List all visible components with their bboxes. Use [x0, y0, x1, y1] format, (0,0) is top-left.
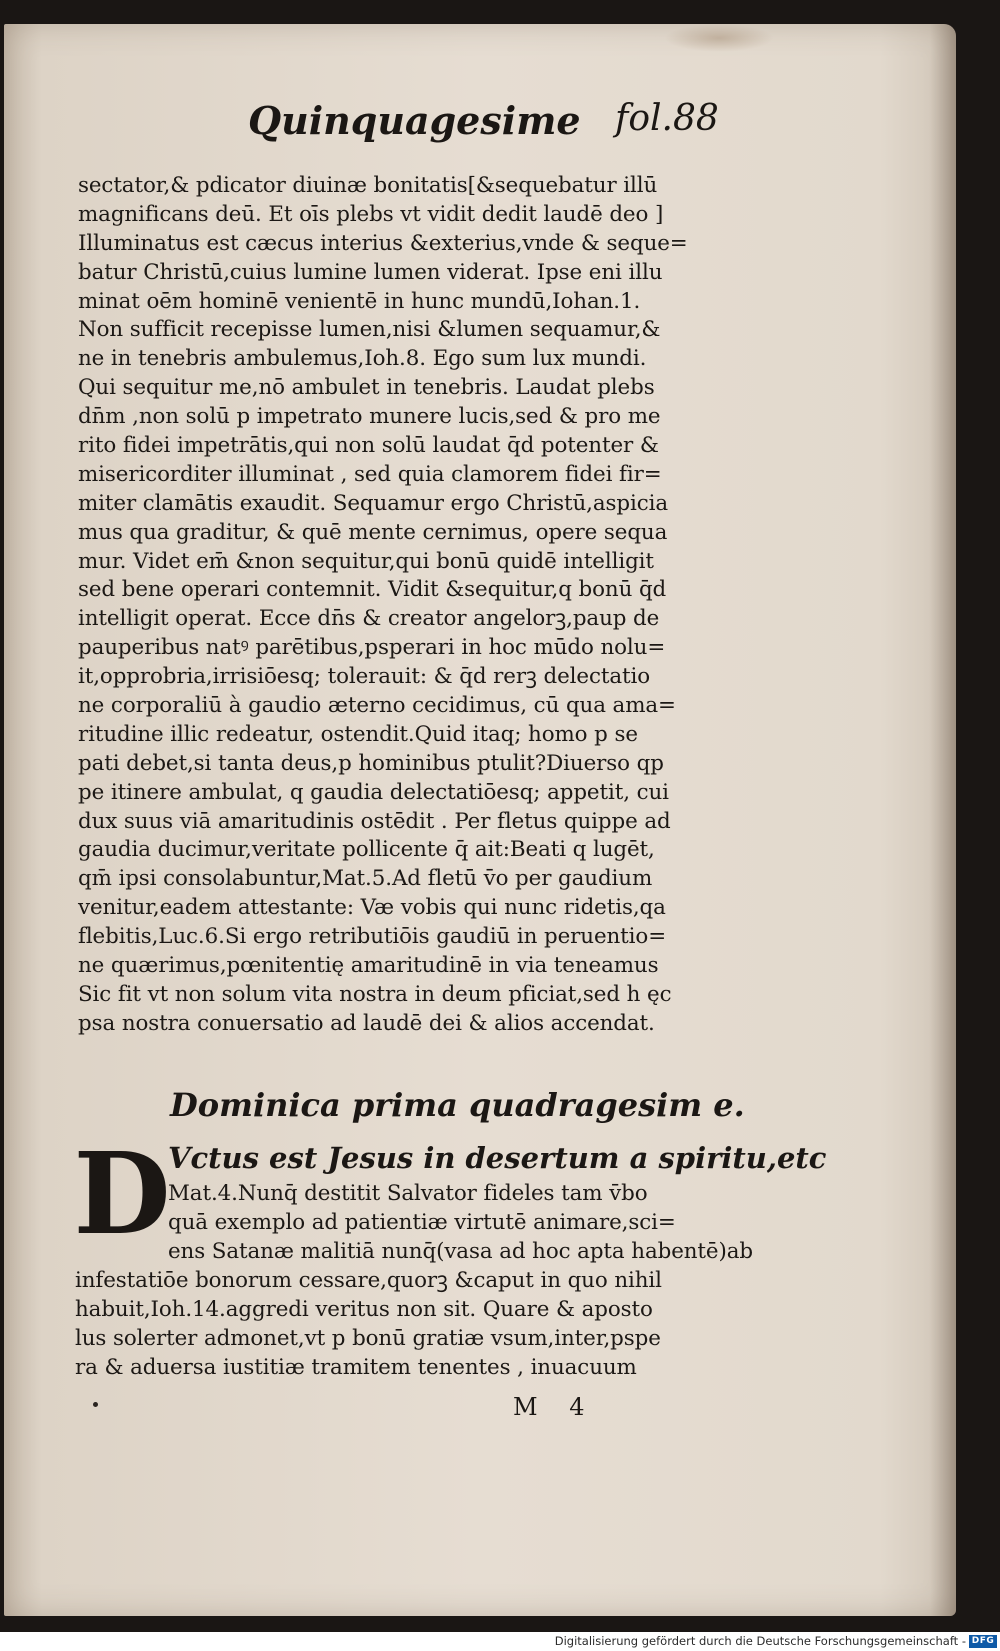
text-line: batur Christū,cuius lumine lumen viderat. Ipse eni illu: [78, 259, 663, 285]
text-line: mur. Videt em̄ &non sequitur,qui bonū quidē intelligit: [78, 548, 654, 574]
text-line: ritudine illic redeatur, ostendit.Quid itaq; homo p se: [78, 721, 638, 747]
indented-text-block: [168, 1180, 753, 1267]
text-line: it,opprobria,irrisiōesq; tolerauit: & q̄d rerꝫ delectatio: [78, 664, 651, 690]
section-heading: Dominica prima quadragesim e.: [170, 1086, 745, 1124]
text-line: ra & aduersa iustitiæ tramitem tenentes , inuacuum: [75, 1354, 637, 1380]
running-title: Quinquagesime: [248, 98, 581, 143]
text-line: pe itinere ambulat, q gaudia delectatiōesq; appetit, cui: [78, 779, 669, 805]
text-line: magnificans deū. Et oīs plebs vt vidit dedit laudē deo ]: [78, 201, 664, 227]
signature-mark: M 4: [513, 1393, 597, 1421]
text-line: lus solerter admonet,vt p bonū gratiæ vsum,inter,pspe: [75, 1325, 661, 1351]
text-line: Non sufficit recepisse lumen,nisi &lumen sequamur,&: [78, 317, 661, 343]
folio-number: fol.88: [615, 98, 719, 139]
text-line: Illuminatus est cæcus interius &exterius,vnde & seque=: [78, 230, 688, 256]
page-edge-shadow: [930, 24, 956, 1616]
text-line: ne in tenebris ambulemus,Ioh.8. Ego sum lux mundi.: [78, 346, 647, 372]
text-line: pauperibus natꝰ parētibus,psperari in hoc mūdo nolu=: [78, 635, 666, 661]
text-line: sed bene operari contemnit. Vidit &sequitur,q bonū q̄d: [78, 577, 667, 603]
running-head: [80, 98, 780, 148]
text-line: flebitis,Luc.6.Si ergo retributiōis gaudiū in peruentio=: [78, 924, 667, 950]
digitization-footer: [0, 1632, 1000, 1651]
text-line: ens Satanæ malitiā nunq̄(vasa ad hoc apta habentē)ab: [168, 1238, 753, 1264]
decorated-initial: D: [73, 1129, 171, 1260]
text-line: ne quærimus,pœnitentię amaritudinē in via teneamus: [78, 953, 659, 979]
text-line: venitur,eadem attestante: Væ vobis qui nunc ridetis,qa: [78, 895, 666, 921]
section-incipit-line: Vctus est Jesus in desertum a spiritu,etc: [168, 1141, 827, 1175]
text-line: dux suus viā amaritudinis ostēdit . Per fletus quippe ad: [78, 808, 671, 834]
text-line: misericorditer illuminat , sed quia clamorem fidei fir=: [78, 461, 662, 487]
ink-dot: [93, 1402, 98, 1407]
paper-stain: [664, 24, 774, 52]
text-line: mus qua graditur, & quē mente cernimus, opere sequa: [78, 519, 668, 545]
continued-text-block: [75, 1267, 765, 1383]
text-line: sectator,& pdicator diuinæ bonitatis[&sequebatur illū: [78, 173, 658, 198]
text-line: miter clamātis exaudit. Sequamur ergo Christū,aspicia: [78, 490, 668, 516]
text-line: minat oēm hominē venientē in hunc mundū,Iohan.1.: [78, 288, 641, 314]
text-line: ne corporaliū à gaudio æterno cecidimus, cū qua ama=: [78, 693, 676, 719]
text-line: infestatiōe bonorum cessare,quorꝫ &caput in quo nihil: [75, 1268, 662, 1293]
text-line: gaudia ducimur,veritate pollicente q̄ ait:Beati q lugēt,: [78, 837, 655, 863]
text-line: Qui sequitur me,nō ambulet in tenebris. Laudat plebs: [78, 375, 655, 401]
text-line: rito fidei impetrātis,qui non solū laudat q̄d potenter &: [78, 433, 659, 459]
text-line: quā exemplo ad patientiæ virtutē animare,sci=: [168, 1209, 676, 1235]
text-line: Mat.4.Nunq̄ destitit Salvator fideles tam v̄bo: [168, 1181, 648, 1206]
text-line: Sic fit vt non solum vita nostra in deum pficiat,sed h ęc: [78, 981, 672, 1007]
text-line: pati debet,si tanta deus,p hominibus ptulit?Diuerso qp: [78, 750, 664, 776]
main-text-block: [78, 172, 768, 1039]
dfg-logo: DFG: [969, 1635, 997, 1648]
text-line: psa nostra conuersatio ad laudē dei & alios accendat.: [78, 1010, 655, 1036]
funding-credit: Digitalisierung gefördert durch die Deutsche Forschungsgemeinschaft -: [554, 1634, 966, 1648]
text-line: intelligit operat. Ecce dn̄s & creator angelorꝫ,paup de: [78, 606, 660, 632]
text-line: dn̄m ,non solū p impetrato munere lucis,sed & pro me: [78, 404, 661, 430]
text-line: habuit,Ioh.14.aggredi veritus non sit. Quare & aposto: [75, 1296, 653, 1322]
text-line: qm̄ ipsi consolabuntur,Mat.5.Ad fletū v̄o per gaudium: [78, 866, 653, 892]
